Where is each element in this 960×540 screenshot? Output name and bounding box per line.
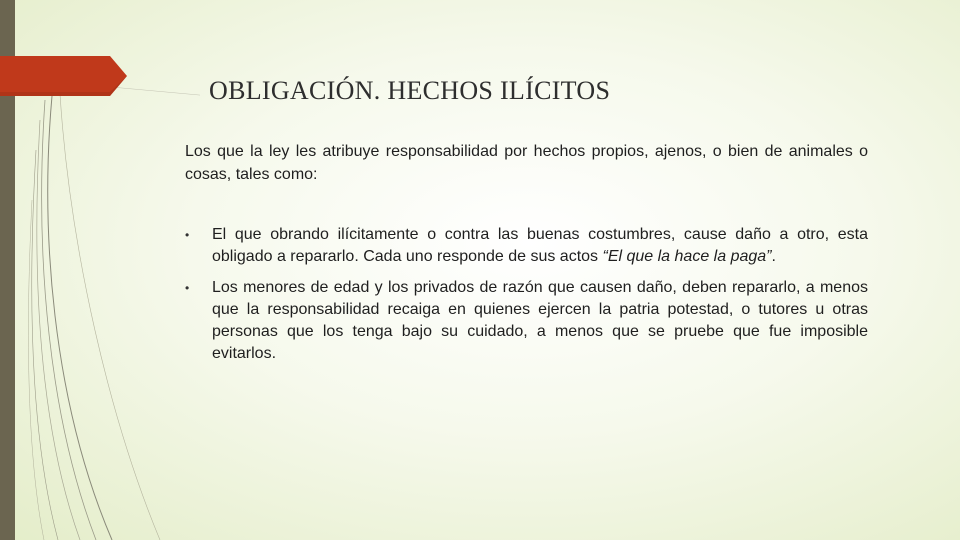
bullet-text: El que obrando ilícitamente o contra las buenas costumbres, cause daño a otro, esta obligado a repararlo. Cada uno responde de sus actos <box>212 226 868 265</box>
bullet-quote: “El que la hace la paga” <box>602 248 772 265</box>
bullet-list <box>185 224 868 374</box>
list-item <box>185 277 868 365</box>
intro-paragraph: Los que la ley les atribuye responsabilidad por hechos propios, ajenos, o bien de animales o cosas, tales como: <box>185 143 868 183</box>
list-item <box>185 224 868 268</box>
bullet-marker: • <box>185 228 190 242</box>
bullet-marker: • <box>185 281 190 295</box>
slide-title: OBLIGACIÓN. HECHOS ILÍCITOS <box>209 76 611 105</box>
title-arrow-shape <box>0 56 130 98</box>
bullet-text: Los menores de edad y los privados de razón que causen daño, deben repararlo, a menos que la responsabilidad recaiga en quienes ejercen la patria potestad, o tutores u otras personas que los tenga bajo su cuidado, a menos que se pruebe que fue imposible evitarlos. <box>212 279 868 362</box>
bullet-text-end: . <box>771 248 776 265</box>
